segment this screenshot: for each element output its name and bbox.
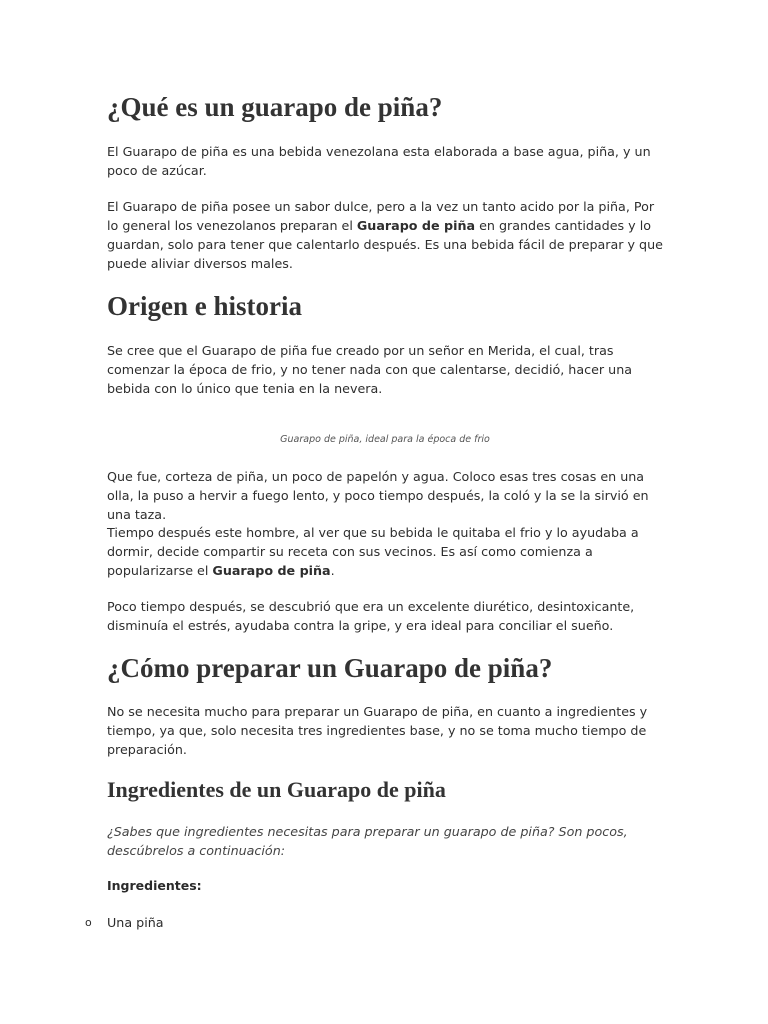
paragraph-origen: Se cree que el Guarapo de piña fue creado por un señor en Merida, el cual, tras comenzar la época de frio, y no tener nada con que calentarse, decidió, hacer una bebida con lo único que tenia en la nevera. bbox=[107, 343, 633, 396]
paragraph-preparacion: No se necesita mucho para preparar un Guarapo de piña, en cuanto a ingredientes y tiempo, ya que, solo necesita tres ingredientes base, y no se toma mucho tiempo de preparación. bbox=[107, 704, 648, 757]
ingredientes-label: Ingredientes: bbox=[107, 878, 202, 893]
image-caption: Guarapo de piña, ideal para la época de frio bbox=[280, 434, 490, 445]
paragraph-sabor: El Guarapo de piña posee un sabor dulce, pero a la vez un tanto acido por la piña, Por lo general los venezolanos preparan el Guarapo de piña en grandes cantidades y lo guardan, solo para tener que calentarlo después. Es una bebida fácil de preparar y que puede aliviar diversos males. bbox=[107, 199, 663, 271]
paragraph-beneficios: Poco tiempo después, se descubrió que era un excelente diurético, desintoxicante, disminuía el estrés, ayudaba contra la gripe, y era ideal para conciliar el sueño. bbox=[107, 599, 635, 633]
heading-como-preparar: ¿Cómo preparar un Guarapo de piña? bbox=[107, 653, 553, 683]
heading-origen: Origen e historia bbox=[107, 291, 302, 321]
bold-guarapo-2: Guarapo de piña bbox=[212, 563, 331, 578]
paragraph-corteza: Que fue, corteza de piña, un poco de papelón y agua. Coloco esas tres cosas en una olla, la puso a hervir a fuego lento, y poco tiempo después, la coló y la se la sirvió en una taza. bbox=[107, 469, 649, 522]
bullet-circle-icon: o bbox=[85, 916, 92, 929]
heading-ingredientes: Ingredientes de un Guarapo de piña bbox=[107, 777, 446, 802]
heading-que-es: ¿Qué es un guarapo de piña? bbox=[107, 92, 443, 122]
list-item: Una piña bbox=[107, 915, 164, 930]
bold-guarapo: Guarapo de piña bbox=[356, 218, 476, 233]
paragraph-ingredientes-intro: ¿Sabes que ingredientes necesitas para preparar un guarapo de piña? Son pocos, descúbrelos a continuación: bbox=[107, 824, 628, 858]
paragraph-receta: Tiempo después este hombre, al ver que su bebida le quitaba el frio y lo ayudaba a dormir, decide compartir su receta con sus vecinos. Es así como comienza a popularizarse el Guarapo de piña. bbox=[107, 525, 639, 578]
paragraph-intro: El Guarapo de piña es una bebida venezolana esta elaborada a base agua, piña, y un poco de azúcar. bbox=[107, 144, 651, 178]
